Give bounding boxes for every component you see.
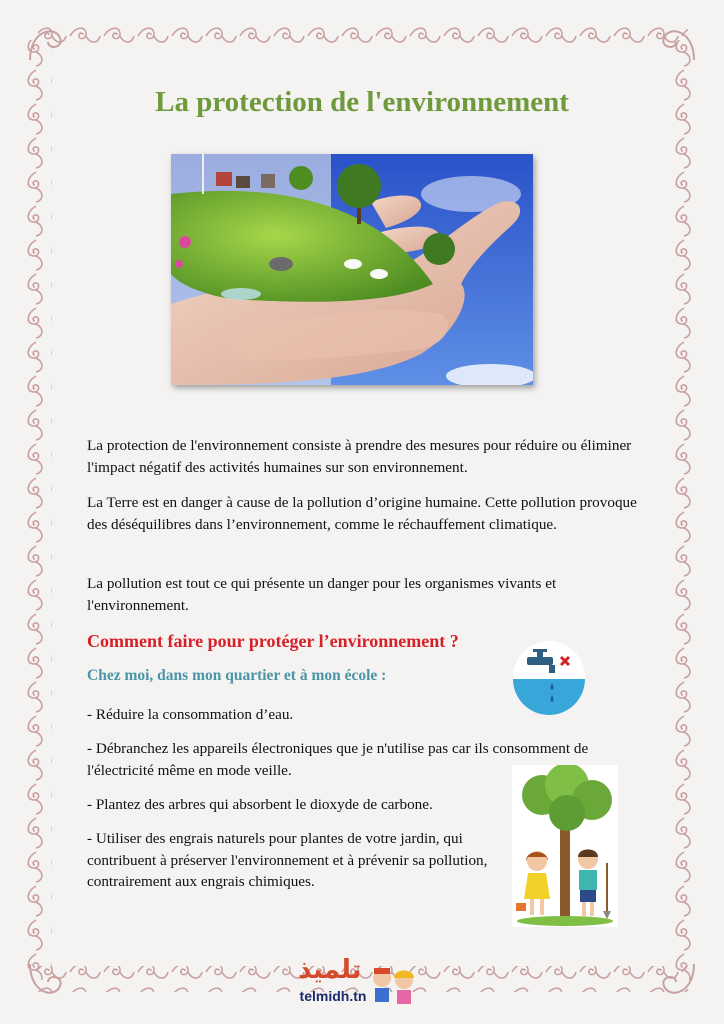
paragraph-pollution: La pollution est tout ce qui présente un danger pour les organismes vivants et l'environnement. — [87, 575, 557, 614]
paragraph-danger: La Terre est en danger à cause de la pollution d’origine humaine. Cette pollution provoque des déséquilibres dans l’environnement, comme le réchauffement climatique. — [87, 494, 637, 533]
earth-in-hand-image — [171, 154, 533, 385]
action-item: - Réduire la consommation d’eau. — [87, 706, 294, 723]
water-tap-icon — [511, 639, 587, 715]
logo-site-text: telmidh.tn — [299, 988, 367, 1004]
page-title: La protection de l'environnement — [155, 86, 569, 118]
action-item: - Débranchez les appareils électroniques que je n'utilise pas car ils consomment de l'électricité même en mode veille. — [87, 740, 589, 779]
tree-and-children-icon — [512, 765, 618, 927]
question-heading: Comment faire pour protéger l’environnement ? — [87, 631, 459, 651]
subheading: Chez moi, dans mon quartier et à mon école : — [87, 667, 387, 684]
logo-arabic-text: تلميذ — [298, 955, 362, 985]
action-item: - Plantez des arbres qui absorbent le dioxyde de carbone. — [87, 796, 433, 813]
paragraph-definition: La protection de l'environnement consiste à prendre des mesures pour réduire ou éliminer l'impact négatif des activités humaines sur son environnement. — [87, 437, 632, 476]
action-item: - Utiliser des engrais naturels pour plantes de votre jardin, qui contribuent à préserver l'environnement et à prévenir sa pollution, contrairement aux engrais chimiques. — [87, 830, 488, 890]
